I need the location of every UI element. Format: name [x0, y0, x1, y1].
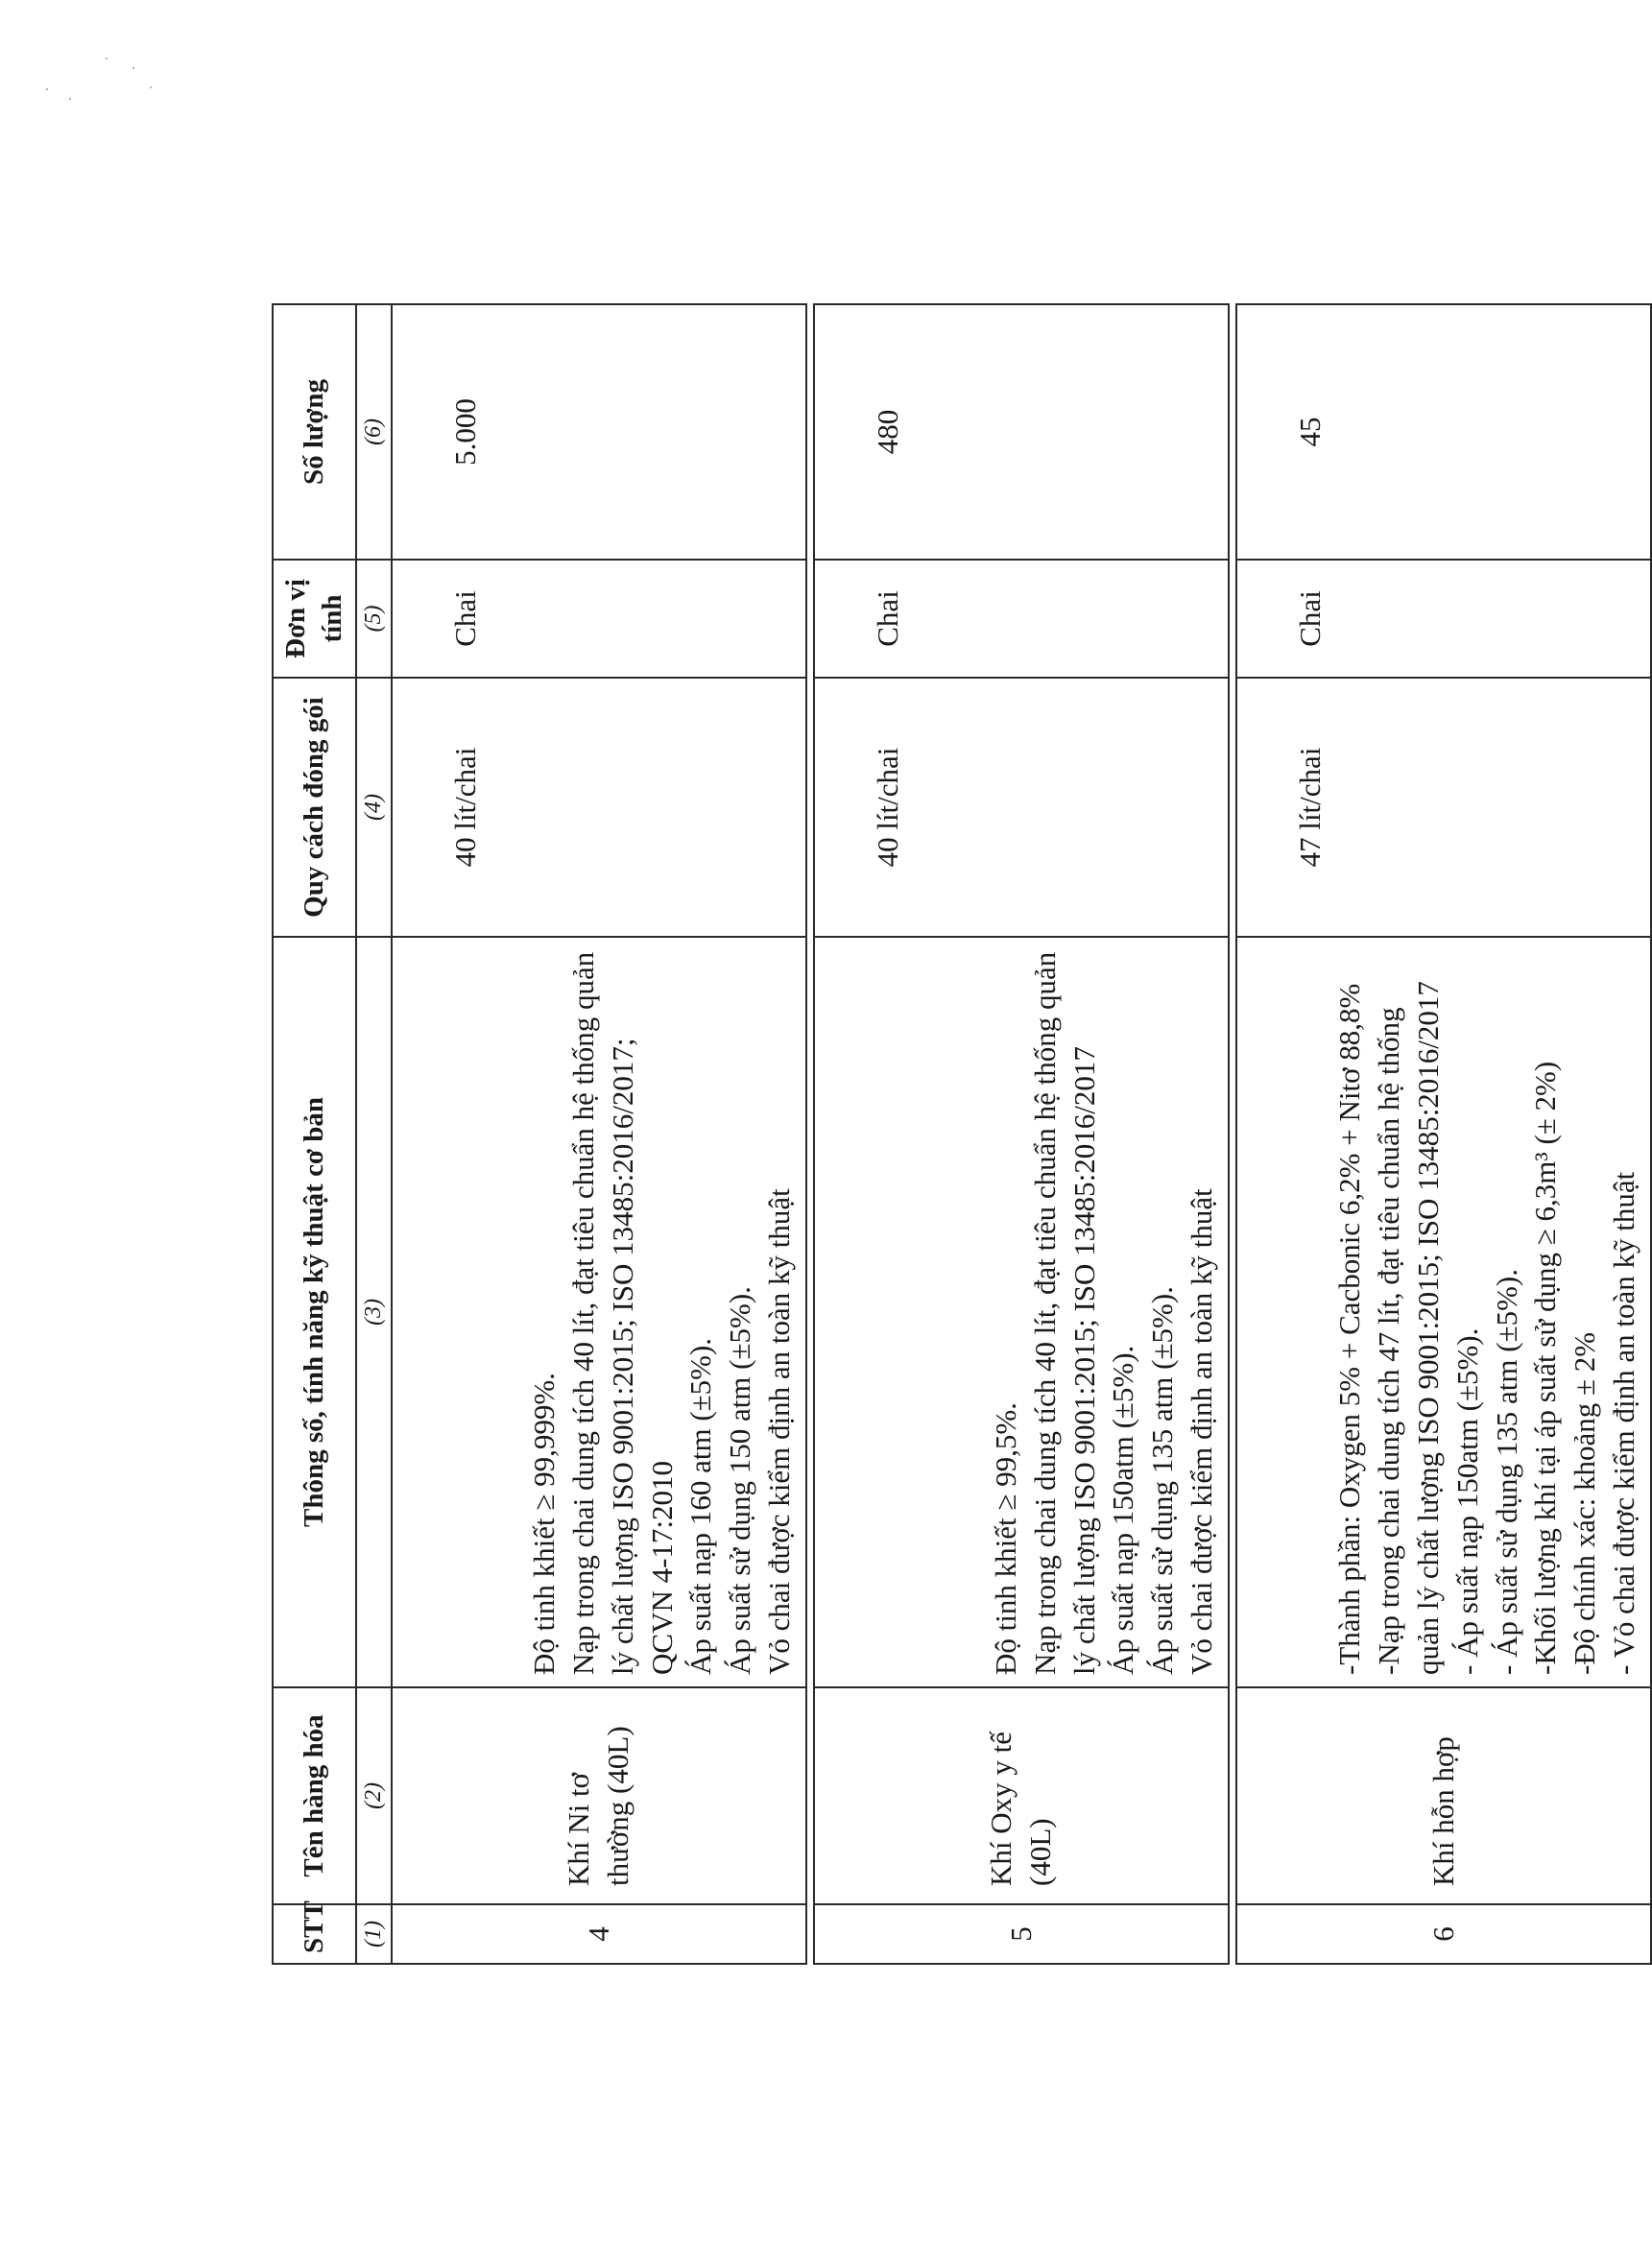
spec-line: - Áp suất sử dụng 135 atm (±5%).: [1489, 1269, 1523, 1675]
column-index: (4): [356, 678, 393, 937]
row-unit: Chai: [392, 560, 806, 678]
row-name: Khí hỗn hợp: [1236, 1687, 1651, 1904]
spec-line: Độ tinh khiết ≥ 99,5%.: [988, 1402, 1022, 1675]
column-index-row: [356, 304, 393, 1964]
goods-spec-table: [272, 303, 1652, 1965]
spec-line: - Vỏ chai được kiểm định an toàn kỹ thuật: [1607, 1171, 1641, 1675]
row-package: 40 lít/chai: [814, 678, 1229, 937]
row-name: Khí Ni tơ thường (40L): [392, 1687, 806, 1904]
row-package: 47 lít/chai: [1236, 678, 1651, 937]
spec-line: Áp suất nạp 160 atm (±5%).: [683, 1337, 718, 1675]
header-spec: Thông số, tính năng kỹ thuật cơ bản: [273, 937, 356, 1687]
header-unit: Đơn vị tính: [273, 560, 356, 678]
spec-line: Áp suất nạp 150atm (±5%).: [1106, 1345, 1140, 1675]
spec-line: Vỏ chai được kiểm định an toàn kỹ thuật: [1185, 1188, 1219, 1675]
spec-line: Vỏ chai được kiểm định an toàn kỹ thuật: [762, 1188, 797, 1675]
table-row: [814, 304, 1229, 1964]
header-stt: STT: [273, 1904, 356, 1964]
spec-line: Nạp trong chai dung tích 40 lít, đạt tiêu chuẩn hệ thống quản lý chất lượng ISO 9001:2015; ISO 13485:2016/2017; QCVN 4-17:2010: [565, 951, 679, 1675]
header-package: Quy cách đóng gói: [273, 678, 356, 937]
row-stt: 4: [392, 1904, 806, 1964]
column-index: (2): [356, 1687, 393, 1904]
spec-line: - Áp suất nạp 150atm (±5%).: [1449, 1327, 1484, 1675]
spec-line: Độ tinh khiết ≥ 99,999%.: [526, 1373, 561, 1675]
row-stt: 6: [1236, 1904, 1651, 1964]
spec-line: -Thành phần: Oxygen 5% + Cacbonic 6,2% + Nitơ 88,8%: [1331, 983, 1366, 1675]
spec-line: Áp suất sử dụng 135 atm (±5%).: [1145, 1286, 1180, 1675]
rotated-page: [272, 305, 1641, 1965]
scan-speck: [46, 88, 48, 90]
column-index: (3): [356, 937, 393, 1687]
row-qty: 5.000: [392, 304, 806, 560]
row-separator: [1229, 304, 1236, 1964]
row-spec: [392, 937, 806, 1687]
scan-speck: [106, 58, 108, 60]
row-package: 40 lít/chai: [392, 678, 806, 937]
header-qty: Số lượng: [273, 304, 356, 560]
column-index: (5): [356, 560, 393, 678]
row-unit: Chai: [814, 560, 1229, 678]
row-qty: 45: [1236, 304, 1651, 560]
header-row: [273, 304, 356, 1964]
spec-line: -Nạp trong chai dung tích 47 lít, đạt tiêu chuẩn hệ thống quản lý chất lượng ISO 9001:2015; ISO 13485:2016/2017: [1371, 981, 1445, 1675]
table-row: [392, 304, 806, 1964]
header-name: Tên hàng hóa: [273, 1687, 356, 1904]
scan-speck: [132, 67, 134, 69]
spec-line: Áp suất sử dụng 150 atm (±5%).: [723, 1286, 757, 1675]
row-unit: Chai: [1236, 560, 1651, 678]
row-stt: 5: [814, 1904, 1229, 1964]
row-separator: [806, 304, 814, 1964]
row-spec: [1236, 937, 1651, 1687]
column-index: (1): [356, 1904, 393, 1964]
row-spec: [814, 937, 1229, 1687]
column-index: (6): [356, 304, 393, 560]
scan-speck: [150, 86, 152, 88]
row-name: Khí Oxy y tế (40L): [814, 1687, 1229, 1904]
scan-speck: [69, 98, 71, 100]
row-qty: 480: [814, 304, 1229, 560]
table-row: [1236, 304, 1651, 1964]
spec-line: -Độ chính xác: khoảng ± 2%: [1568, 1331, 1602, 1675]
spec-line: -Khối lượng khí tại áp suất sử dụng ≥ 6,3m³ (± 2%): [1528, 1061, 1563, 1675]
spec-line: Nạp trong chai dung tích 40 lít, đạt tiêu chuẩn hệ thống quản lý chất lượng ISO 9001:2015; ISO 13485:2016/2017: [1027, 951, 1101, 1675]
